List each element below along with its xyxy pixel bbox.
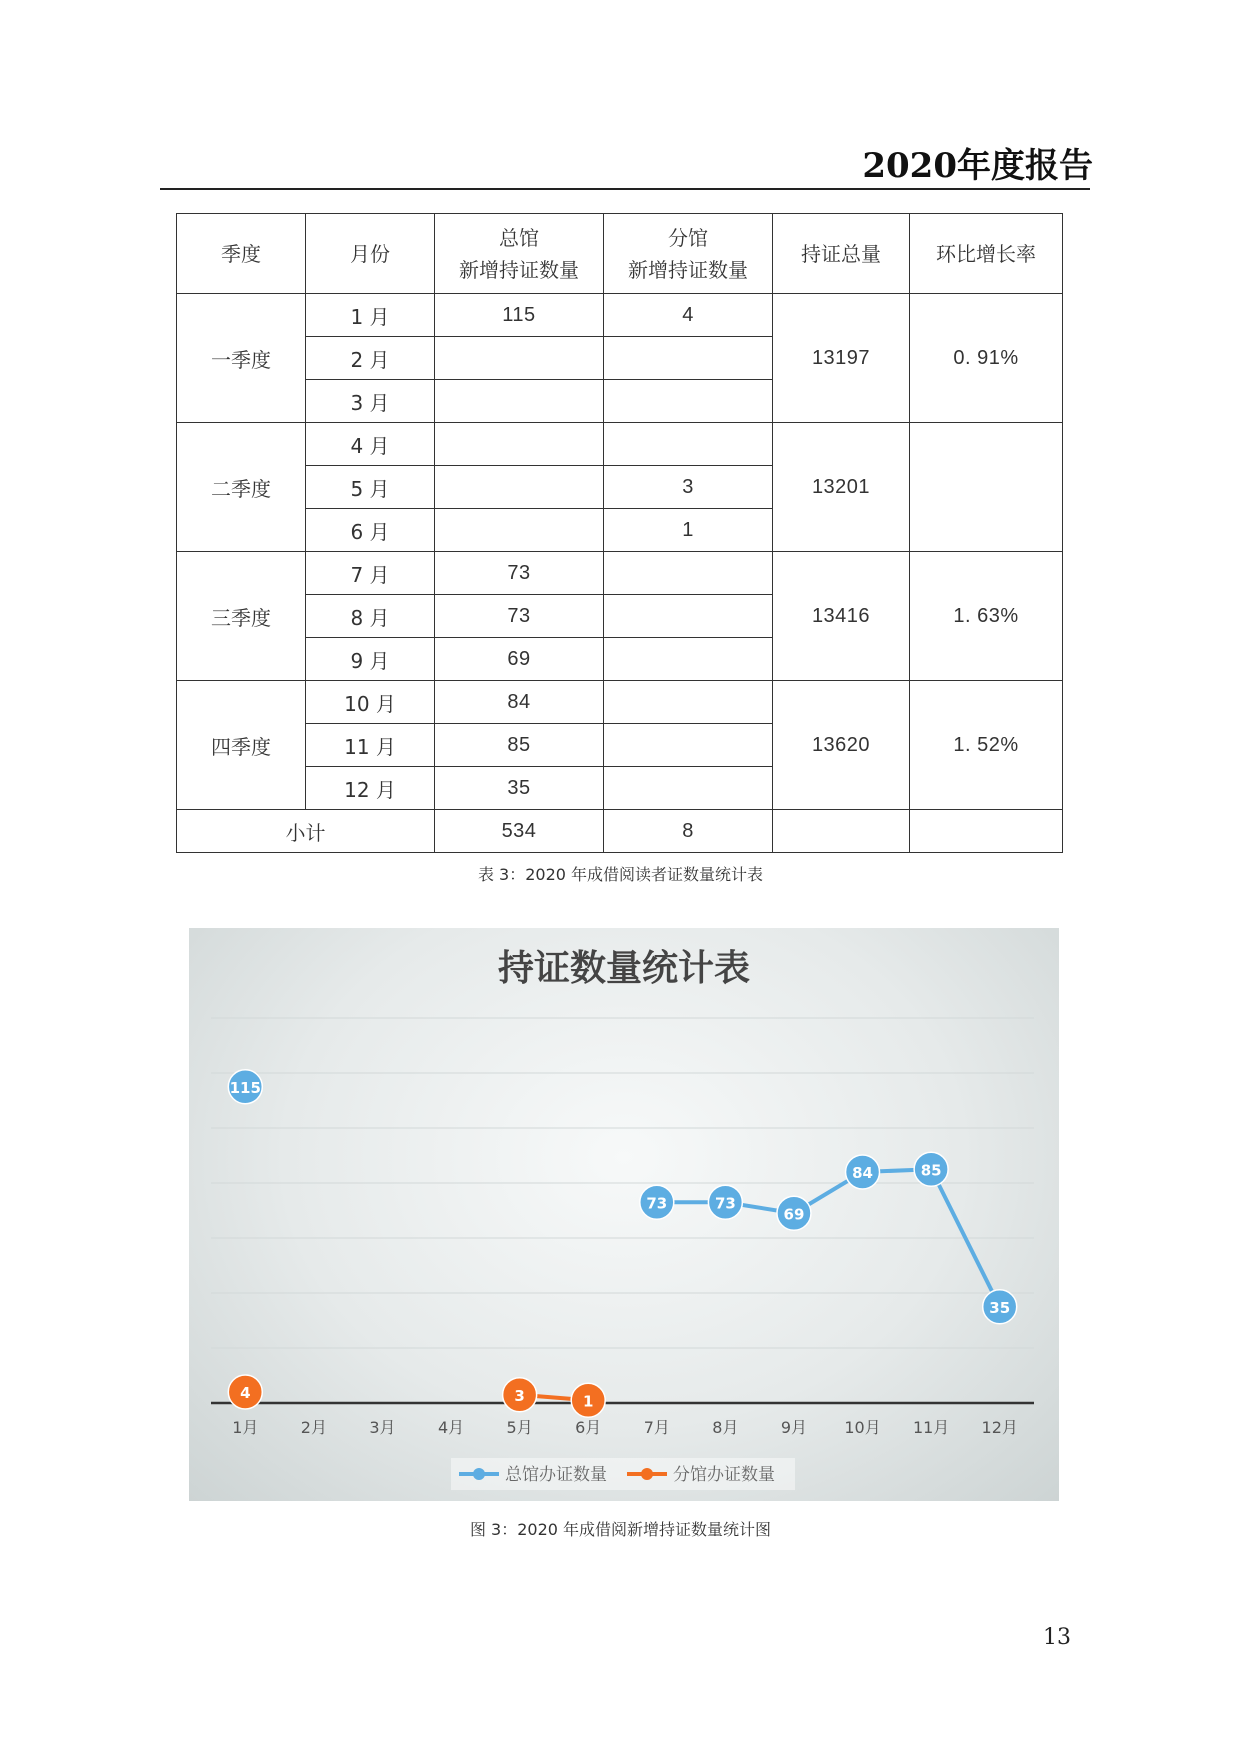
month-cell: 9 月 — [306, 638, 435, 681]
quarter-cell: 四季度 — [177, 681, 306, 810]
branch-new-cell — [604, 767, 773, 810]
growth-cell: 1. 63% — [910, 552, 1063, 681]
branch-new-cell — [604, 423, 773, 466]
x-tick-label: 1月 — [232, 1418, 259, 1437]
branch-new-cell — [604, 724, 773, 767]
main-new-cell: 73 — [435, 552, 604, 595]
month-cell: 8 月 — [306, 595, 435, 638]
month-cell: 2 月 — [306, 337, 435, 380]
x-tick-label: 11月 — [912, 1418, 950, 1437]
month-cell: 10 月 — [306, 681, 435, 724]
chart-title: 持证数量统计表 — [497, 948, 751, 989]
quarter-cell: 二季度 — [177, 423, 306, 552]
month-cell: 1 月 — [306, 294, 435, 337]
branch-new-cell — [604, 638, 773, 681]
main-new-cell — [435, 423, 604, 466]
branch-new-cell: 4 — [604, 294, 773, 337]
table-row — [177, 423, 1063, 466]
growth-cell: 0. 91% — [910, 294, 1063, 423]
x-tick-label: 12月 — [981, 1418, 1018, 1437]
main-new-cell: 84 — [435, 681, 604, 724]
data-label: 73 — [714, 1194, 736, 1213]
page-number: 13 — [1043, 1625, 1071, 1650]
table-row — [177, 552, 1063, 595]
main-new-cell: 85 — [435, 724, 604, 767]
header-rule — [160, 188, 1090, 190]
month-cell: 7 月 — [306, 552, 435, 595]
branch-new-cell: 3 — [604, 466, 773, 509]
subtotal-label: 小计 — [177, 810, 435, 853]
chart-caption: 图 3：2020 年成借阅新增持证数量统计图 — [469, 1520, 772, 1539]
header-branch-new-line1: 分馆 — [668, 225, 708, 250]
total-cell: 13201 — [773, 423, 910, 552]
legend-label: 总馆办证数量 — [505, 1465, 607, 1485]
header-total: 持证总量 — [773, 214, 910, 294]
header-main-new-line2: 新增持证数量 — [459, 257, 579, 282]
month-cell: 11 月 — [306, 724, 435, 767]
branch-new-cell — [604, 380, 773, 423]
x-tick-label: 10月 — [844, 1418, 881, 1437]
chart-series — [228, 1070, 1016, 1418]
table-row — [177, 681, 1063, 724]
data-label: 115 — [229, 1078, 261, 1097]
header-growth: 环比增长率 — [910, 214, 1063, 294]
data-label: 1 — [582, 1392, 594, 1411]
subtotal-row — [177, 810, 1063, 853]
data-label: 73 — [646, 1194, 668, 1213]
legend-marker — [473, 1468, 485, 1480]
header-main-new-line1: 总馆 — [499, 225, 539, 250]
x-tick-label: 6月 — [575, 1418, 602, 1437]
chart-legend — [451, 1458, 795, 1490]
header-main-new — [435, 214, 604, 294]
x-axis-labels — [232, 1418, 1018, 1437]
x-tick-label: 9月 — [780, 1418, 808, 1437]
data-label: 84 — [852, 1164, 873, 1182]
month-cell: 3 月 — [306, 380, 435, 423]
table-row — [177, 294, 1063, 337]
month-cell: 6 月 — [306, 509, 435, 552]
line-chart — [189, 928, 1059, 1501]
table-header-row — [177, 214, 1063, 294]
subtotal-growth — [910, 810, 1063, 853]
quarter-cell: 三季度 — [177, 552, 306, 681]
total-cell: 13620 — [773, 681, 910, 810]
chart-grid — [211, 1018, 1034, 1403]
chart-container — [189, 928, 1059, 1501]
data-label: 69 — [783, 1205, 805, 1224]
header-branch-new-line2: 新增持证数量 — [628, 257, 748, 282]
data-label: 4 — [240, 1384, 251, 1402]
data-label: 35 — [989, 1298, 1011, 1317]
main-new-cell — [435, 380, 604, 423]
x-tick-label: 4月 — [437, 1418, 465, 1437]
data-label: 3 — [514, 1386, 525, 1405]
growth-cell: 1. 52% — [910, 681, 1063, 810]
main-new-cell: 115 — [435, 294, 604, 337]
header-month: 月份 — [306, 214, 435, 294]
main-new-cell: 73 — [435, 595, 604, 638]
legend-marker — [641, 1468, 653, 1480]
main-new-cell: 69 — [435, 638, 604, 681]
reader-card-stats-table — [176, 213, 1063, 853]
data-label: 85 — [920, 1161, 942, 1180]
growth-cell — [910, 423, 1063, 552]
legend-label: 分馆办证数量 — [673, 1465, 775, 1485]
quarter-cell: 一季度 — [177, 294, 306, 423]
x-tick-label: 3月 — [369, 1418, 396, 1437]
month-cell: 5 月 — [306, 466, 435, 509]
subtotal-branch: 8 — [604, 810, 773, 853]
total-cell: 13197 — [773, 294, 910, 423]
header-branch-new — [604, 214, 773, 294]
table-caption: 表 3：2020 年成借阅读者证数量统计表 — [477, 865, 764, 884]
subtotal-total — [773, 810, 910, 853]
series-2 — [228, 1375, 605, 1417]
series-1 — [228, 1070, 1016, 1324]
x-tick-label: 7月 — [643, 1418, 670, 1437]
main-new-cell: 35 — [435, 767, 604, 810]
main-new-cell — [435, 337, 604, 380]
month-cell: 4 月 — [306, 423, 435, 466]
x-tick-label: 8月 — [712, 1418, 739, 1437]
x-tick-label: 2月 — [300, 1418, 327, 1437]
main-new-cell — [435, 466, 604, 509]
total-cell: 13416 — [773, 552, 910, 681]
x-tick-label: 5月 — [506, 1418, 533, 1437]
branch-new-cell: 1 — [604, 509, 773, 552]
month-cell: 12 月 — [306, 767, 435, 810]
header-season: 季度 — [177, 214, 306, 294]
branch-new-cell — [604, 552, 773, 595]
branch-new-cell — [604, 337, 773, 380]
branch-new-cell — [604, 681, 773, 724]
branch-new-cell — [604, 595, 773, 638]
subtotal-main: 534 — [435, 810, 604, 853]
main-new-cell — [435, 509, 604, 552]
report-title: 2020年度报告 — [862, 146, 1093, 186]
